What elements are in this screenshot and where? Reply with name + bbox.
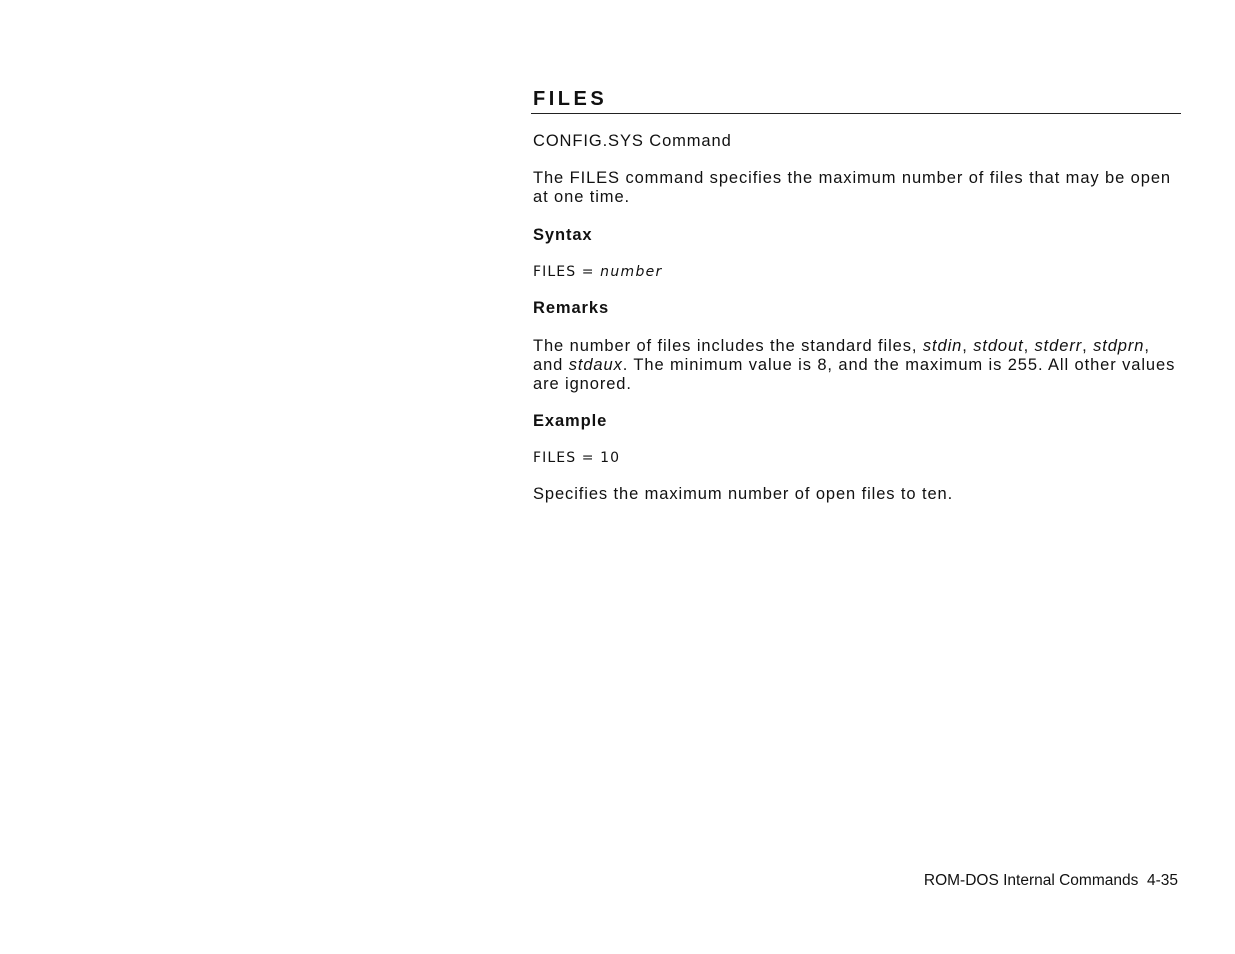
command-type: CONFIG.SYS Command [533,132,732,150]
syntax-heading: Syntax [533,226,593,244]
file-stdin: stdin [922,337,963,355]
page-title: FILES [533,88,608,110]
remarks-text [533,337,1181,394]
remarks-heading: Remarks [533,299,610,317]
page-footer: ROM-DOS Internal Commands 4-35 [923,872,1178,889]
remarks-separator: , [1023,337,1035,355]
remarks-separator: , [962,337,974,355]
example-code: FILES = 10 [533,450,621,466]
file-stdaux: stdaux [568,356,623,374]
command-description: The FILES command specifies the maximum number of files that may be open at one time. [533,169,1171,206]
title-rule [531,113,1181,114]
page-content [533,86,1181,504]
syntax-code [533,263,1181,281]
syntax-code-prefix: FILES = [533,264,601,280]
file-stdout: stdout [973,337,1024,355]
example-description: Specifies the maximum number of open files to ten. [533,485,954,503]
file-stderr: stderr [1034,337,1083,355]
example-heading: Example [533,412,608,430]
syntax-code-variable: number [600,264,663,280]
remarks-text-intro: The number of files includes the standard files, [533,337,923,355]
remarks-text-limits: . The minimum value is 8, and the maximum is 255. All other values are ignored. [533,356,1176,393]
file-stdprn: stdprn [1093,337,1145,355]
remarks-separator: , and [533,337,1150,374]
remarks-separator: , [1082,337,1094,355]
